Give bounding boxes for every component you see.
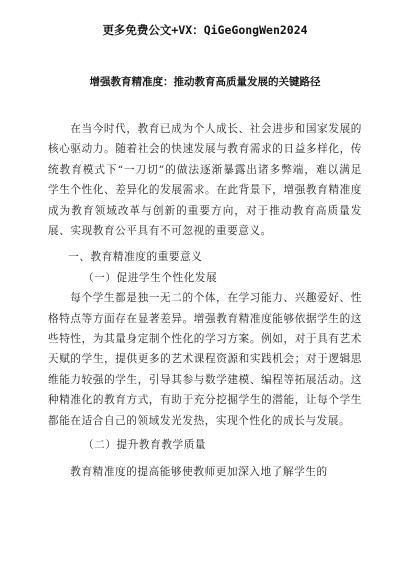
subsection-heading: （二）提升教育教学质量 <box>82 439 207 452</box>
subsection-paragraph: 每个学生都是独一无二的个体，在学习能力、兴趣爱好、性格特点等方面存在显著差异。增强教育精准度能够依据学生的这些特性，为其量身定制个性化的学习方案。例如，对于具有艺术天赋的学生，提供更多的艺术课程资源和实践机会；对于逻辑思维能力较强的学生，引导其参与数学建模、编程等拓展活动。这种精准化的教育方式，有助于充分挖掘学生的潜能，让每个学生都能在适合自己的领域发光发热，实现个性化的成长与发展。 <box>48 292 362 427</box>
subsection-paragraph: 教育精准度的提高能够使教师更加深入地了解学生的 <box>70 465 328 478</box>
document-body <box>48 119 362 482</box>
section-heading: 一、教育精准度的重要意义 <box>68 251 203 264</box>
subsection-heading: （一）促进学生个性化发展 <box>82 271 218 284</box>
promo-header: 更多免费公文+VX：QiGeGongWen2024 <box>102 23 308 37</box>
intro-paragraph: 在当今时代，教育已成为个人成长、社会进步和国家发展的核心驱动力。随着社会的快速发展与教育需求的日益多样化，传统教育模式下“一刀切”的做法逐渐暴露出诸多弊端，难以满足学生个性化、差异化的发展需求。在此背景下，增强教育精准度成为教育领域改革与创新的重要方向，对于推动教育高质量发展、实现教育公平具有不可忽视的重要意义。 <box>48 123 362 238</box>
document-title: 增强教育精准度：推动教育高质量发展的关键路径 <box>89 76 321 88</box>
